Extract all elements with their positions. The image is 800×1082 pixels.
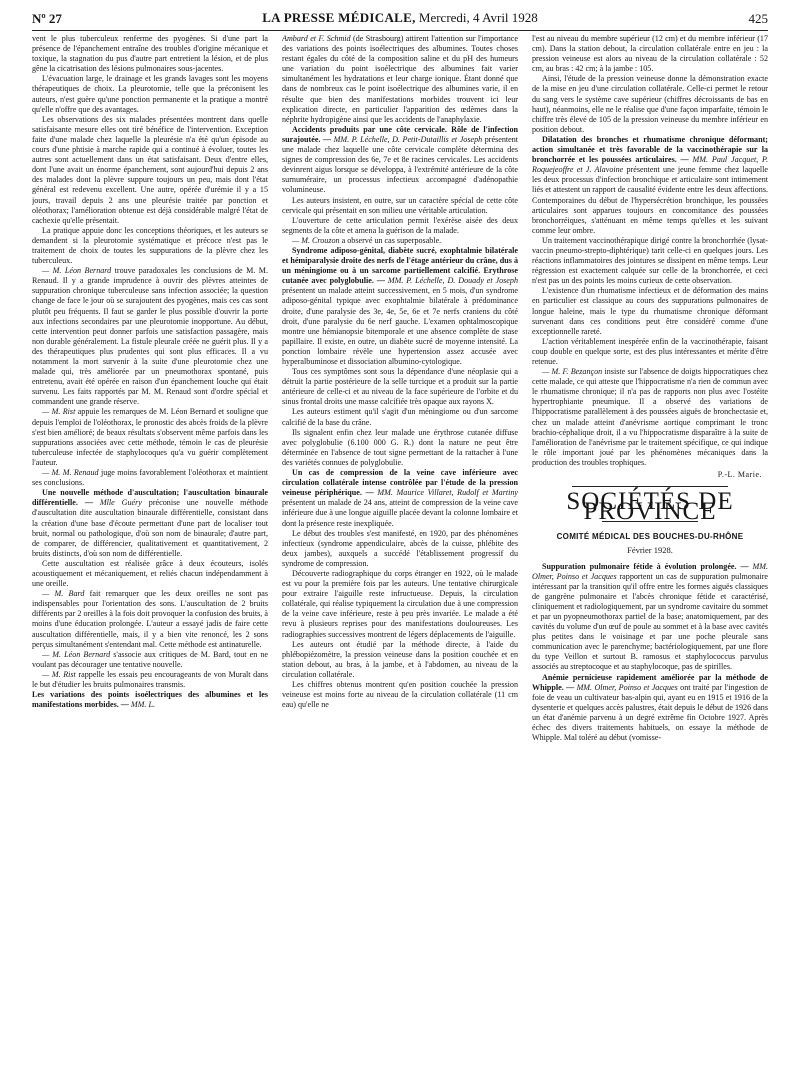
paragraph-text: L'évacuation large, le drainage et les grands lavages sont les moyens thérapeutiques de choix. La pleurotomie, telle que la préconisent les auteurs, n'est guère qu'une ponction permanente et la pratique a montré qu'elle n'offre que des avantages. — [32, 74, 268, 114]
paragraph-text: juge moins favorablement l'oléothorax et maintient ses conclusions. — [32, 468, 268, 488]
paragraph-text: l'est au niveau du membre supérieur (12 cm) et du membre inférieur (17 cm). Dans la station debout, la circulation collatérale entre en jeu : la pression veineuse est alors au niveau de la circulation collatérale : 52 cm, au bras : 42 cm; à la jambe : 105. — [532, 34, 768, 74]
paragraph-text: fait remarquer que les deux oreilles ne sont pas indispensables pour l'orientation des sons. L'auscultation de 2 bruits différents par 2 oreilles à la fois doit provoquer la confusion des bruits, à moins d'une éducation prolongée. L'auteur a essayé jadis de faire cette auscultation différentielle, mais, il y a bien vite renoncé, les 2 sons perçus simultanément s'entendant mal. Cette méthode est antinaturelle. — [32, 589, 268, 649]
paragraph-text: présentent une jeune femme chez laquelle les deux processus d'infection bronchique et articulaire sont intimement liés et attestent un rapport de causalité évidente entre les deux affections. Contemporaines du début de l'hypersécrétion bronchique, les poussées articulaires sont apparues toujours en concomitance des poussées bronchorréiques, s'atténuant en même temps qu'elles et les suivant comme leur ombre. — [532, 165, 768, 235]
paragraph — [282, 407, 518, 427]
paragraph-text: ont traité par l'ingestion de foie de veau un cultivateur bas-alpin qui, ayant eu en 1915 et 1916 de la dysenterie et quelques accès palustres, était depuis le début de 1926 dans un état d'anémie parvenu à un degré extrême fin Octobre 1927. Après échec des divers traitements habituels, on essaye la méthode de Whipple. Mal toléré au début (vomisse- — [532, 682, 768, 743]
paragraph-text: L'action véritablement inespérée enfin de la vaccinothérapie, faisant coup double en quelque sorte, est des plus intéressantes et mérite d'être retenue. — [532, 336, 768, 366]
paragraph — [32, 266, 268, 407]
author-names: — M. Rist — [42, 669, 76, 679]
society-title: COMITÉ MÉDICAL DES BOUCHES-DU-RHÔNE — [556, 532, 744, 542]
author-names: — M. Crouzon — [292, 235, 340, 245]
section-heading: Syndrome adiposo-génital, diabète sucré, exophtalmie bilatérale et hémiparalysie droite des nerfs de l'étage antérieur du crâne, dus à un méningiome ou à un sarcome partiellement calcifié. Erythrose cutanée avec polyglobulie. — — [282, 245, 518, 286]
column-right-bottom — [532, 562, 768, 744]
paragraph — [32, 74, 268, 114]
paragraph — [32, 226, 268, 266]
author-names: MM. Maurice Villaret, Rudolf et Martiny — [373, 488, 518, 498]
paragraph — [32, 690, 268, 710]
page-number: 425 — [748, 11, 768, 26]
paragraph-text: a observé un cas superposable. — [339, 235, 442, 245]
column-left — [32, 34, 268, 1074]
paragraph-text: L'ouverture de cette articulation permit l'exérèse aisée des deux segments de la côte et amena la guérison de la malade. — [282, 215, 518, 235]
section-heading: Accidents produits par une côte cervicale. Rôle de l'infection surajoutée. — — [282, 124, 518, 144]
paragraph-text: Les auteurs ont étudié par la méthode directe, à l'aide du phlébopiézomètre, la pression veineuse dans la position couchée et en station debout, au bras, à la jambe, et à l'abdomen, au niveau de la circulation collatérale. — [282, 639, 518, 679]
paragraph — [532, 286, 768, 336]
paragraph — [282, 640, 518, 680]
paragraph-text: Le début des troubles s'est manifesté, en 1920, par des phénomènes infectieux (syndrome appendiculaire, abcès de la cuisse, phlébite des deux jambes), auxquels a succédé l'établissement progressif du syndrome de compression. — [282, 528, 518, 568]
author-names: MM. Olmer, Poinso et Jacques — [574, 682, 678, 692]
journal-title: LA PRESSE MÉDICALE, — [262, 10, 416, 25]
section-heading: Suppuration pulmonaire fétide à évolution prolongée. — — [542, 561, 749, 571]
paragraph — [282, 216, 518, 236]
paragraph-text: Les chiffres obtenus montrent qu'en position couchée la pression veineuse est moins forte au niveau de la circulation collatérale (11 cm eau) qu'elle ne — [282, 680, 518, 710]
paragraph-text: La pratique appuie donc les conceptions théoriques, et les auteurs se demandent si la pleurotomie systématique et précoce n'est pas le traitement de choix de toutes les suppurations de la plèvre chez les tuberculeux. — [32, 225, 268, 266]
paragraph — [532, 673, 768, 744]
paragraph — [532, 236, 768, 286]
society-date: Février 1928. — [627, 545, 673, 556]
column-right — [532, 34, 768, 1074]
paragraph-text: Les auteurs insistent, en outre, sur un caractère spécial de cette côte cervicale qui présentait en son milieu une véritable articulation. — [282, 195, 518, 215]
section-heading: Un cas de compression de la veine cave inférieure avec circulation collatérale intense contrôlée par l'étude de la pression veineuse périphérique. — — [282, 468, 518, 498]
paragraph-text: trouve paradoxales les conclusions de M. M. Renaud. Il y a grande imprudence à ouvrir des plèvres atteintes de suppuration chronique tuberculeuse sans infection associée; la question change de face le jour où se surajoutent des pyogènes, mais ces cas sont plutôt peu fréquents. Il faut se garder le plus possible d'ouvrir la porte aux infections secondaires par une pleurotomie inopportune. Au début, cette intervention peut donner parfois une satisfaction passagère, mais non durable généralement. La fistule pleurale créée ne guérit plus. Il y a des thérapeutiques plus prudentes qui sont plus efficaces. Il a vu notamment la mort survenir à la suite d'une pleurotomie chez une malade qui, très améliorée par un pneumothorax spontané, puis entretenu, avait été opérée en raison d'un épanchement louche qui était survenu. Les faits rapportés par M. M. Renaud sont d'ordre spécial et commandent une grande réserve. — [32, 266, 268, 407]
section-heading: Anémie pernicieuse rapidement améliorée par la méthode de Whipple. — — [532, 672, 768, 692]
author-names: MM. L. — [128, 700, 155, 710]
column-middle — [282, 34, 518, 1074]
author-names: — M. Rist — [42, 407, 76, 417]
paragraph-text: Ainsi, l'étude de la pression veineuse donne la démonstration exacte de la mise en jeu d'une circulation collatérale. Celle-ci permet le retour du sang vers le système cave supérieur (chiffres décroissants de bas en haut), néanmoins, elle ne le réalise que d'une façon imparfaite, témoin le chiffre très élevé de 105 de la pression veineuse du membre inférieur en position debout. — [532, 74, 768, 134]
paragraph — [32, 407, 268, 468]
paragraph — [32, 468, 268, 488]
column-right-top — [532, 34, 768, 468]
author-names: MM. P. Léchelle, D. Petit-Dutaillis et Joseph — [331, 134, 483, 144]
author-names: MM. Paul Jacquet, P. Roquejeoffre et J. Alavoine — [532, 155, 768, 175]
paragraph — [32, 650, 268, 670]
paragraph — [532, 337, 768, 367]
paragraph-text: L'existence d'un rhumatisme infectieux et de déformation des mains en particulier est classique au cours des suppurations pulmonaires de longue haleine, mais le type du rhumatisme chronique déformant survenant dans ces conditions peut être considéré comme d'une exceptionnelle rareté. — [532, 286, 768, 336]
paragraph-text: Tous ces symptômes sont sous la dépendance d'une néoplasie qui a détruit la partie postérieure de la selle turcique et a produit sur la partie antérieure de celle-ci et au niveau de la face supérieure de l'orbite et du sinus frontal droits une masse calcifiée très opaque aux rayons X. — [282, 367, 518, 407]
paragraph-text: vent le plus tuberculeux renferme des pyogènes. Si d'une part la présence de l'épanchement entraîne des troubles d'origine mécanique et toxique, la stagnation du pus d'autre part entretient la lésion, et de plus gêne la cicatrisation des lésions pulmonaires sous-jacentes. — [32, 34, 268, 74]
author-names: — M. Bard — [42, 589, 85, 599]
paragraph — [282, 34, 518, 125]
paragraph — [532, 34, 768, 74]
paragraph — [282, 569, 518, 640]
page-header — [32, 8, 768, 31]
paragraph-text: rapportent un cas de suppuration pulmonaire intéressant par la transition qu'il offre entre les formes aiguës classiques de gangrène pulmonaire et l'abcès chronique fétide et caractérisé, cliniquement et radiologiquement, par un syndrome cavitaire du sommet et par un pyopneumothorax partiel de la base; anatomiquement, par des cavités du volume d'un œuf de poule au sommet et à la base avec cavités plus petites dans le voisinage et par une poche pleurale sans communication avec le parenchyme; bactériologiquement, par une flore du type Veillon et surtout B. ramosus et staphylococcus parvulus associés au streptocoque et au staphylocoque, pas de spirilles. — [532, 571, 768, 672]
paragraph-text: s'associe aux critiques de M. Bard, tout en ne voulant pas décourager une tentative nouvelle. — [32, 649, 268, 669]
paragraph — [32, 559, 268, 589]
paragraph — [32, 34, 268, 74]
paragraph-text: (de Strasbourg) attirent l'attention sur l'importance des variations des points isoélectriques des albumines. Toutes choses restant égales du côté de la composition saline et du pH des humeurs une variation du point isoélectrique des albumines fait varier simultanément les hydratations et leur charge ionique. Étant donné que dans de nombreux cas le point isoélectrique des albumines varie, il en résulte que bien des manifestations morbides trouvent ici leur explication directe, en particulier l'apparition des œdèmes dans la néphrite hydropigène ainsi que les accidents de l'anaphylaxie. — [282, 34, 518, 124]
paragraph-text: Les auteurs estiment qu'il s'agit d'un méningiome ou d'un sarcome calcifié de la base du crâne. — [282, 407, 518, 427]
paragraph — [32, 488, 268, 559]
paragraph-text: insiste sur l'absence de doigts hippocratiques chez cette malade, ce qui atteste que l'hippocratisme n'a rien de commun avec le rhumatisme chronique; il n'a pas de rapports non plus avec l'ostéite hypertrophiante pneumique. Il a observé des variations de l'hippocratisme parallèlement à des poussées aiguës de bronchectasie et, chez un malade atteint d'anévrisme aortique comprimant le tronc brachio-céphalique droit, il a vu l'hippocratisme disparaître à la suite de l'amélioration de l'anévrisme par le traitement spécifique, ce qui indique le rôle important joué par les phénomènes mécaniques dans la production des troubles trophiques. — [532, 367, 768, 467]
paragraph — [282, 196, 518, 216]
issue-number: Nº 27 — [32, 11, 62, 26]
paragraph — [32, 115, 268, 226]
paragraph-text: Cette auscultation est réalisée grâce à deux écouteurs, isolés acoustiquement et mécaniquement, et reliés chacun indépendamment à une oreille. — [32, 558, 268, 589]
paragraph — [532, 74, 768, 135]
author-names: — M. Léon Bernard — [42, 266, 112, 276]
section-heading: Les variations des points isoélectriques des albumines et les manifestations morbides. — — [32, 690, 268, 710]
paragraph-text: Ils signalent enfin chez leur malade une érythrose cutanée diffuse avec polyglobulie (6.100 000 G. R.) dont la nature ne peut être déterminée en l'absence de tout signe permettant de la rattacher à l'une des variétés connues de polyglobulie. — [282, 427, 518, 467]
issue-date: Mercredi, 4 Avril 1928 — [418, 10, 538, 25]
paragraph — [282, 367, 518, 407]
paragraph — [282, 236, 518, 246]
author-names: — M. M. Renaud — [42, 468, 99, 478]
section-heading: Une nouvelle méthode d'auscultation; l'auscultation binaurale différentielle. — — [32, 488, 268, 508]
section-heading: Dilatation des bronches et rhumatisme chronique déformant; action simultanée et très favorable de la vaccinothérapie sur la bronchorrée et les poussées articulaires. — — [532, 134, 768, 165]
author-names: Mlle Guéry — [92, 498, 142, 508]
author-names: Ambard et F. Schmid — [282, 34, 351, 43]
paragraph — [32, 589, 268, 650]
divider-rule — [572, 486, 728, 487]
paragraph — [532, 135, 768, 236]
paragraph — [282, 529, 518, 569]
paragraph — [282, 428, 518, 468]
paragraph-text: appuie les remarques de M. Léon Bernard et souligne que depuis l'emploi de l'oléothorax, le pronostic des abcès froids de la plèvre s'est bien amélioré; de beaux résultats s'observent même parfois dans les suppurations associées avec cette méthode, témoin le cas de pleurésie tuberculeuse infectée de staphylocoques qu'a vu guérir complètement l'auteur. — [32, 407, 268, 467]
paragraph-text: Découverte radiographique du corps étranger en 1922, où le malade est vu pour la première fois par les auteurs. Une tentative chirurgicale pour extraire l'aiguille reste infructueuse. Depuis, la circulation collatérale, qui réalise typiquement la circulation due à une compression de la veine cave inférieure, reste à peu près invariée. Le malade a été revu à plusieurs reprises pour des manifestations douloureuses. Les radiographies successives montrent de légers déplacements de l'aiguille. — [282, 568, 518, 639]
paragraph-text: préconise une nouvelle méthode d'auscultation dite auscultation binaurale différentielle, consistant dans la création d'une base d'écoute permettant d'une part de localiser tout bruit, normal ou pathologique, d'où son nom de binaurale; d'autre part, de comparer, de différencier, qualitativement et quantitativement, 2 bruits distincts, d'où son nom de différentielle. — [32, 498, 268, 558]
paragraph-text: Un traitement vaccinothérapique dirigé contre la bronchorrhée (lysat-vaccin pneumo-strepto-diphtérique) tarit celle-ci en quelques jours. Les réactions inflammatoires des jointures se dissipent en même temps. Leur régression est exactement calquée sur celle de la bronchorrée, et ceci n'est pas un des points les moins curieux de cette observation. — [532, 235, 768, 286]
author-signature: P.-L. Marie. — [717, 470, 762, 480]
author-names: — M. Léon Bernard — [42, 649, 111, 659]
running-title — [32, 10, 768, 26]
author-names: MM. P. Léchelle, D. Douady et Joseph — [384, 276, 518, 286]
author-names: MM. Olmer, Poinso et Jacques — [532, 561, 768, 581]
paragraph-text: Les observations des six malades présentées montrent dans quelle satisfaisante mesure elles ont tiré bénéfice de l'intervention. Exception faite d'une malade chez laquelle la pleurésie n'a été qu'un épisode au cours d'une phtisie à marche rapide qui a continué à évoluer, toutes les autres sont actuellement dans un état satisfaisant. Deux d'entre elles, dont l'une avait un énorme épanchement, sont aujourd'hui depuis 2 ans des malades dont la plèvre suppure toujours un peu, mais dont l'état général est redevenu excellent. Une autre, opérée d'urémie il y a 15 jours, travail depuis 2 ans une pleurésie traitée par ponction et oléothorax; l'amélioration obtenue est déjà considérable malgré l'état de cachexie qu'elle présentait. — [32, 114, 268, 225]
paragraph — [532, 367, 768, 468]
paragraph — [32, 670, 268, 690]
author-names: — M. F. Bezançon — [542, 367, 603, 377]
paragraph — [282, 468, 518, 529]
paragraph-text: présentent un malade de 24 ans, atteint de compression de la veine cave inférieure due à une longue aiguille placée devant la colonne lombaire et dont la présence reste inexpliquée. — [282, 498, 518, 528]
paragraph-text: rappelle les essais peu encourageants de von Muralt dans le but d'étudier les bruits pulmonaires transmis. — [32, 669, 268, 689]
paragraph — [282, 246, 518, 367]
paragraph — [282, 125, 518, 196]
section-title-societes: SOCIÉTÉS DE PROVINCE — [566, 488, 734, 526]
paragraph-text: présentent un malade atteint successivement, en 5 mois, d'un syndrome adiposo-génital typique avec exophtalmie bilatérale à prédominance droite, d'une paralysie des 3e, 4e, 5e, 6e et 7e nerfs craniens du côté droit, d'une paralysie du 6e nerf gauche. L'examen ophtalmoscopique montre une hémianopsie bitemporale et une absence complète de stase papillaire. Il existe, en outre, un diabète sucré de moyenne intensité. La ponction lombaire révèle une hypertension assez accusée avec hyperalbuminose et dissociation albumino-cytologique. — [282, 286, 518, 366]
paragraph-text: présentent une malade chez laquelle une côte cervicale complète détermina des signes de compression des 6e, 7e et 8e racines cervicales. Les accidents devinrent aigus lorsque se développa, à l'extrémité antérieure de la côte surnuméraire, un processus infectieux accompagné d'adénopathie volumineuse. — [282, 134, 518, 195]
paragraph — [282, 680, 518, 710]
paragraph — [532, 562, 768, 673]
